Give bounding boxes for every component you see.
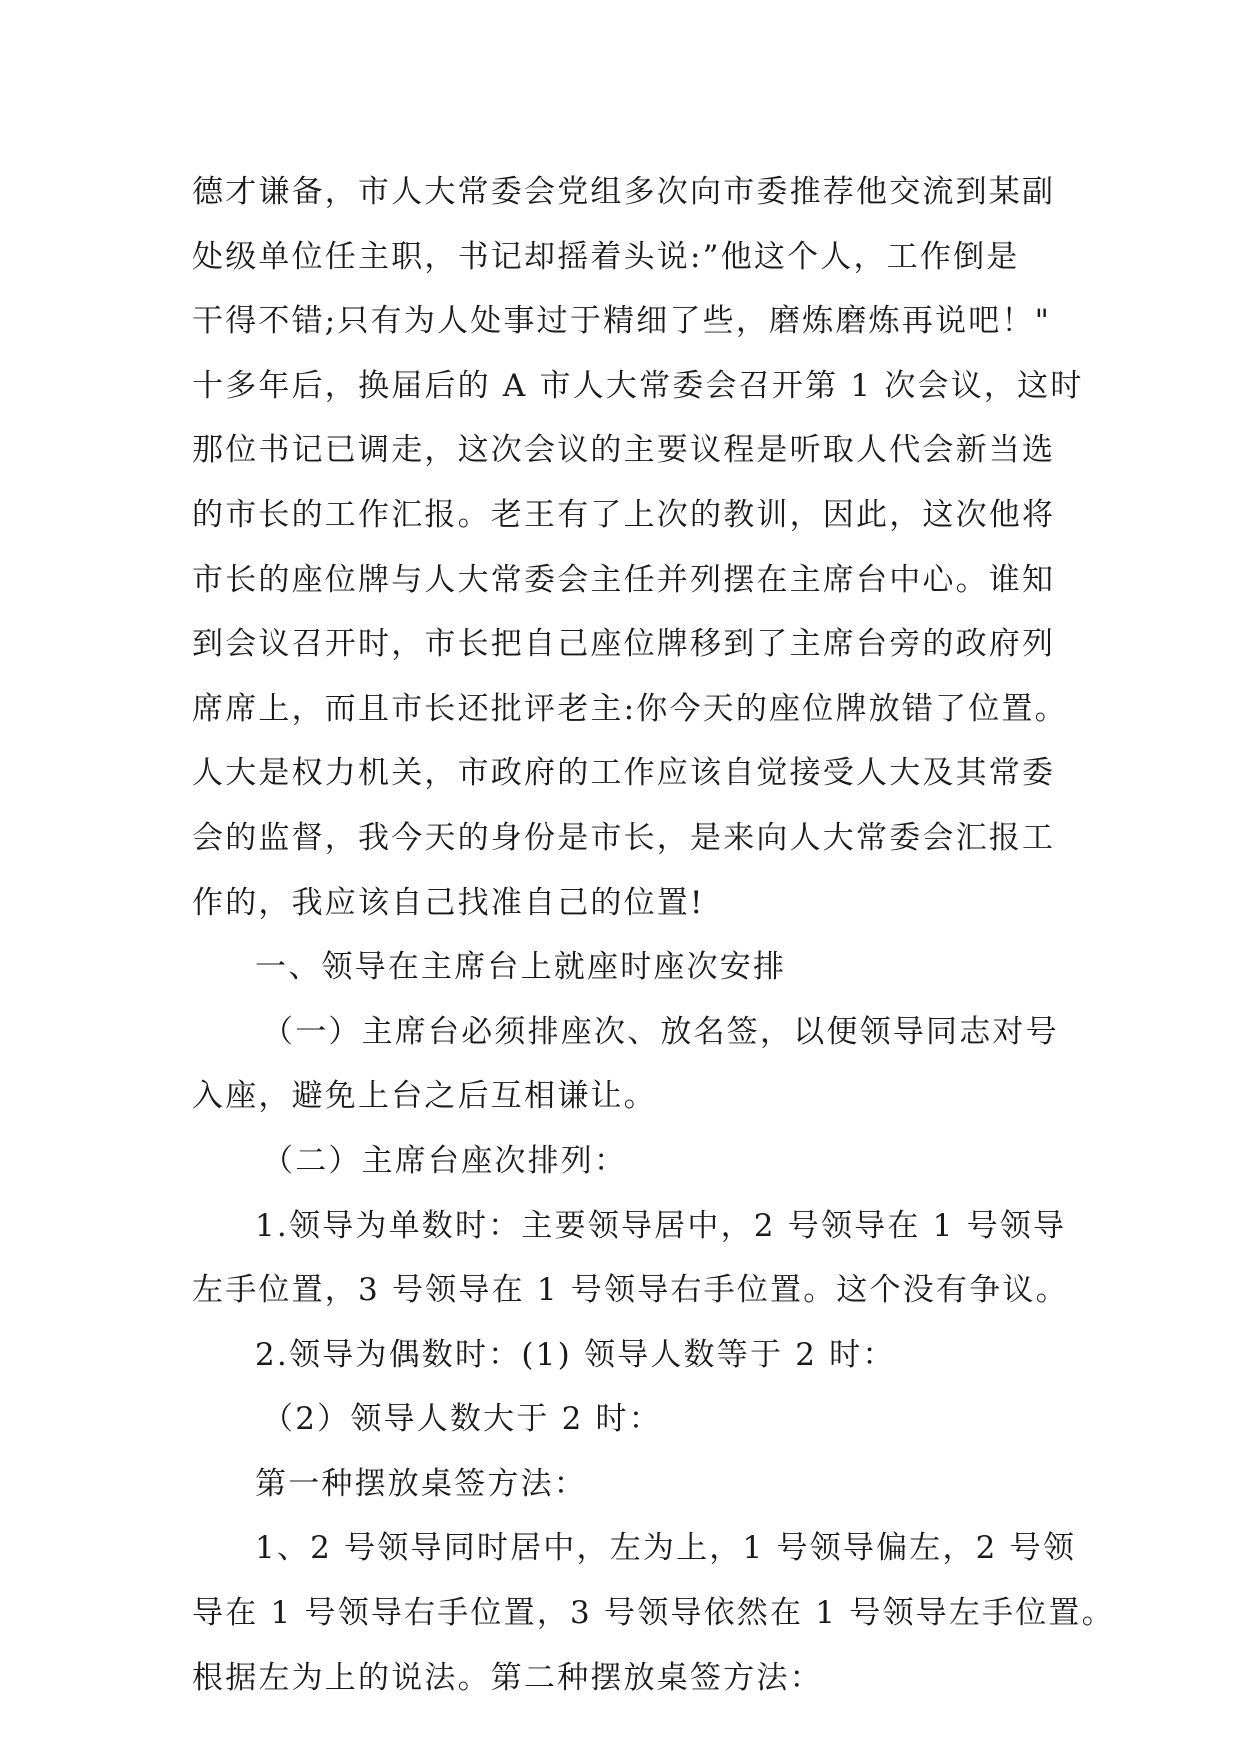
paragraph-line: 第一种摆放桌签方法： <box>255 1465 587 1502</box>
subsection-heading: （二）主席台座次排列： <box>262 1142 628 1179</box>
paragraph-line: 入座，避免上台之后互相谦让。 <box>192 1078 657 1115</box>
paragraph-line: 根据左为上的说法。第二种摆放桌签方法： <box>192 1659 823 1696</box>
paragraph-line: 会的监督，我今天的身份是市长，是来向人大常委会汇报工 <box>192 819 1056 856</box>
paragraph-line: 作的，我应该自己找准自己的位置! <box>192 884 705 921</box>
list-item: 1、2 号领导同时居中，左为上，1 号领导偏左，2 号领 <box>255 1530 1077 1567</box>
paragraph-line: 十多年后，换届后的 A 市人大常委会召开第 1 次会议，这时 <box>192 367 1084 404</box>
section-heading: 一、领导在主席台上就座时座次安排 <box>255 949 787 986</box>
list-item: （2）领导人数大于 2 时： <box>262 1401 662 1438</box>
paragraph-line: 人大是权力机关，市政府的工作应该自觉接受人大及其常委 <box>192 755 1056 792</box>
list-item: 1.领导为单数时：主要领导居中，2 号领导在 1 号领导 <box>255 1207 1067 1244</box>
list-item: 2.领导为偶数时：(1) 领导人数等于 2 时： <box>255 1336 896 1373</box>
paragraph-line: 那位书记已调走，这次会议的主要议程是听取人代会新当选 <box>192 432 1056 469</box>
paragraph-line: 左手位置，3 号领导在 1 号领导右手位置。这个没有争议。 <box>192 1272 1069 1309</box>
paragraph-line: 干得不错;只有为人处事过于精细了些，磨炼磨炼再说吧！" <box>192 303 1052 340</box>
document-body <box>192 160 1115 1710</box>
paragraph-line: 到会议召开时，市长把自己座位牌移到了主席台旁的政府列 <box>192 626 1056 663</box>
paragraph-line: 的市长的工作汇报。老王有了上次的教训，因此，这次他将 <box>192 496 1056 533</box>
paragraph-line: 市长的座位牌与人大常委会主任并列摆在主席台中心。谁知 <box>192 561 1056 598</box>
paragraph-line: 导在 1 号领导右手位置，3 号领导依然在 1 号领导左手位置。 <box>192 1595 1115 1632</box>
subsection-line: （一）主席台必须排座次、放名签，以便领导同志对号 <box>262 1013 1059 1050</box>
paragraph-line: 德才谦备，市人大常委会党组多次向市委推荐他交流到某副 <box>192 174 1056 210</box>
paragraph-line: 席席上，而且市长还批评老主:你今天的座位牌放错了位置。 <box>192 690 1068 727</box>
paragraph-line: 处级单位任主职，书记却摇着头说:”他这个人，工作倒是 <box>192 238 1020 275</box>
